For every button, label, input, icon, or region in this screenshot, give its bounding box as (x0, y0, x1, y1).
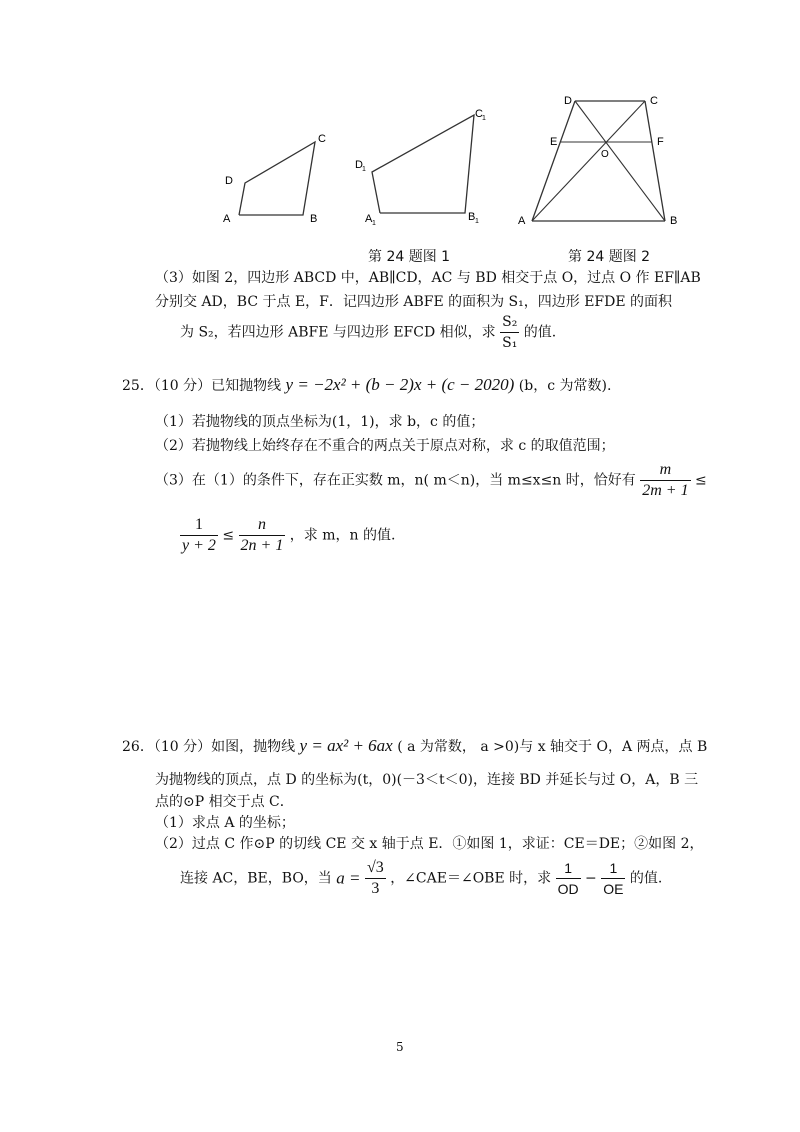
fraction-n-over-2n1 (239, 515, 286, 556)
q26-part1: （1）求点 A 的坐标； (155, 815, 295, 831)
fraction-m: m (640, 460, 690, 481)
fig1b-label-c: C (475, 108, 483, 120)
q26-line2: 为抛物线的顶点，点 D 的坐标为(t，0)(－3＜t＜0)，连接 BD 并延长与过 O，A，B 三 (155, 772, 699, 788)
fraction-s2: S₂ (500, 312, 519, 333)
q26-a-equals: a = (336, 868, 361, 888)
q26-minus: − (585, 870, 597, 887)
caption-figure-2: 第 24 题图 2 (568, 249, 651, 265)
fraction-n: n (239, 515, 286, 536)
fraction-oe: OE (603, 881, 624, 897)
q26-part2-b-text: 连接 AC，BE，BO，当 (180, 870, 332, 887)
fraction-sqrt3: √3 (365, 858, 386, 879)
q24-3-line3-tail: 的值. (523, 324, 557, 341)
q26-header (122, 736, 707, 757)
figure-24-1 (215, 100, 505, 234)
fig1b-label-d: D (355, 159, 363, 171)
fraction-oe-num: 1 (601, 858, 625, 879)
figure-24-2-svg (510, 90, 690, 230)
fraction-s2-over-s1 (500, 312, 519, 353)
figure-24-2 (510, 90, 690, 234)
q25-lead: 25．（10 分）已知抛物线 (122, 378, 282, 394)
fig1b-sub-c: 1 (482, 115, 486, 122)
fig1b-sub-d: 1 (362, 166, 366, 173)
q25-part3-a (155, 460, 707, 501)
fraction-1-over-od (556, 858, 581, 899)
fig2-label-d: D (564, 95, 572, 107)
q25-leq-1: ≤ (695, 472, 707, 489)
q26-part2: （2）过点 C 作⊙P 的切线 CE 交 x 轴于点 E．①如图 1，求证：CE＝DE；②如图 2， (155, 836, 704, 852)
page-number: 5 (396, 1040, 404, 1054)
fig1-label-b: B (310, 213, 318, 225)
fig1b-label-a: A (365, 213, 373, 225)
fig1b-label-b: B (468, 211, 476, 223)
q25-tail: (b，c 为常数). (518, 378, 612, 394)
fraction-2n1: 2n + 1 (240, 537, 284, 554)
q25-equation: y = −2x² + (b − 2)x + (c − 2020) (285, 375, 515, 394)
fraction-od-num: 1 (556, 858, 581, 879)
fig2-label-a: A (518, 215, 526, 227)
q26-part2-b-middle: ，∠CAE＝∠OBE 时，求 (390, 870, 552, 887)
q25-part1: （1）若抛物线的顶点坐标为(1，1)，求 b，c 的值； (155, 414, 485, 430)
q26-part2-b-tail: 的值. (629, 870, 663, 887)
fig1-label-c: C (318, 133, 326, 145)
fraction-od: OD (557, 881, 579, 897)
fraction-3: 3 (371, 880, 380, 897)
q25-part3-tail: ，求 m，n 的值. (289, 527, 396, 544)
fig2-label-b: B (670, 215, 678, 227)
q25-leq-2: ≤ (222, 527, 235, 544)
fraction-2m1: 2m + 1 (642, 482, 689, 499)
q26-lead: 26．（10 分）如图，抛物线 (122, 739, 296, 755)
fraction-1-over-y2 (180, 515, 218, 556)
fraction-m-over-2m1 (640, 460, 690, 501)
q24-3-line3 (180, 312, 556, 353)
q25-part3-b (180, 515, 395, 556)
fraction-1-over-oe (601, 858, 625, 899)
q25-part2: （2）若抛物线上始终存在不重合的两点关于原点对称，求 c 的取值范围； (155, 438, 615, 454)
q24-3-line1: （3）如图 2，四边形 ABCD 中，AB∥CD，AC 与 BD 相交于点 O，过点 O 作 EF∥AB (155, 270, 701, 286)
q26-tail: ( a 为常数， a >0)与 x 轴交于 O，A 两点，点 B (397, 739, 708, 755)
figure-24-1-svg (215, 100, 505, 230)
q26-part2-b (180, 858, 662, 899)
q24-3-line3-text: 为 S₂，若四边形 ABFE 与四边形 EFCD 相似，求 (180, 324, 496, 341)
fig2-label-e: E (550, 136, 558, 148)
q25-header (122, 375, 611, 396)
q26-line3: 点的⊙P 相交于点 C． (155, 794, 294, 810)
q24-3-line2: 分别交 AD，BC 于点 E，F．记四边形 ABFE 的面积为 S₁，四边形 EFDE 的面积 (155, 294, 673, 310)
fig1-label-d: D (225, 175, 233, 187)
fraction-sqrt3-over-3 (365, 858, 386, 899)
fraction-s1: S₁ (502, 335, 518, 351)
fraction-1: 1 (180, 515, 218, 536)
fig1b-sub-b: 1 (475, 218, 479, 225)
fig1-label-a: A (223, 213, 231, 225)
fig1b-sub-a: 1 (372, 220, 376, 227)
q26-equation: y = ax² + 6ax (299, 736, 393, 755)
fig2-label-f: F (657, 136, 664, 148)
fig2-label-o: O (601, 149, 609, 160)
caption-figure-1: 第 24 题图 1 (368, 249, 451, 265)
fig2-label-c: C (650, 95, 658, 107)
q25-part3-text: （3）在（1）的条件下，存在正实数 m，n( m＜n)，当 m≤x≤n 时，恰好有 (155, 472, 636, 489)
fraction-y2: y + 2 (182, 537, 216, 554)
